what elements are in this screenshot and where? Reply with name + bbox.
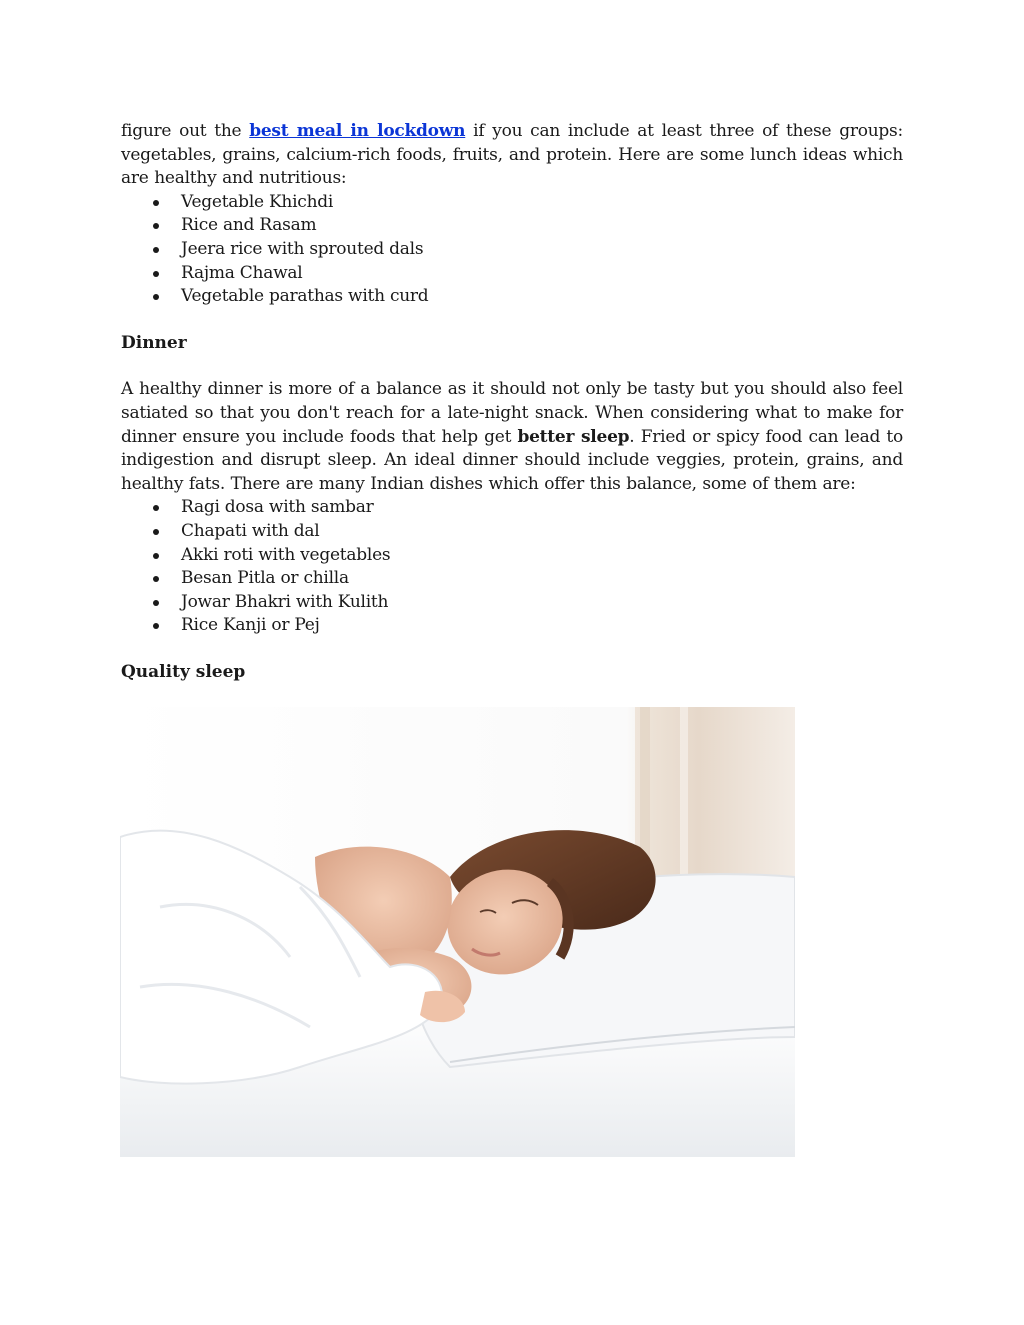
list-item: Rajma Chawal — [121, 262, 903, 286]
list-item: Rice and Rasam — [121, 214, 903, 238]
quality-sleep-heading: Quality sleep — [121, 661, 246, 682]
spacer — [121, 309, 903, 332]
lunch-intro-after-link: if you can include at least three of these groups: vegetables, grains, calcium-rich foods, fruits, and protein. Here are some lunch ideas which are healthy and nutritious: — [121, 121, 903, 189]
list-item: Jeera rice with sprouted dals — [121, 238, 903, 262]
list-item: Chapati with dal — [121, 520, 903, 544]
spacer — [121, 355, 903, 378]
dinner-dishes-list — [121, 496, 903, 638]
dinner-para-after-bold: . Fried or spicy food can lead to indigestion and disrupt sleep. An ideal dinner should include veggies, protein, grains, and healthy fats. There are many Indian dishes which offer this balance, some of them are: — [121, 426, 903, 494]
better-sleep-bold: better sleep — [517, 426, 630, 447]
list-item: Akki roti with vegetables — [121, 544, 903, 568]
lunch-intro-paragraph — [121, 120, 903, 191]
spacer — [121, 638, 903, 661]
lunch-ideas-list — [121, 191, 903, 309]
sleeping-woman-photo — [120, 707, 795, 1157]
best-meal-link[interactable]: best meal in lockdown — [249, 121, 466, 141]
list-item: Vegetable parathas with curd — [121, 285, 903, 309]
list-item: Besan Pitla or chilla — [121, 567, 903, 591]
dinner-para-before-bold: A healthy dinner is more of a balance as it should not only be tasty but you should also feel satiated so that you don't reach for a late-night snack. When considering what to make for dinner ensure you include foods that help get — [121, 379, 903, 447]
lunch-intro-before-link: figure out the — [121, 121, 250, 141]
dinner-heading: Dinner — [121, 332, 187, 353]
list-item: Vegetable Khichdi — [121, 191, 903, 215]
document-page — [121, 120, 903, 684]
list-item: Jowar Bhakri with Kulith — [121, 591, 903, 615]
list-item: Ragi dosa with sambar — [121, 496, 903, 520]
list-item: Rice Kanji or Pej — [121, 614, 903, 638]
dinner-paragraph — [121, 378, 903, 496]
